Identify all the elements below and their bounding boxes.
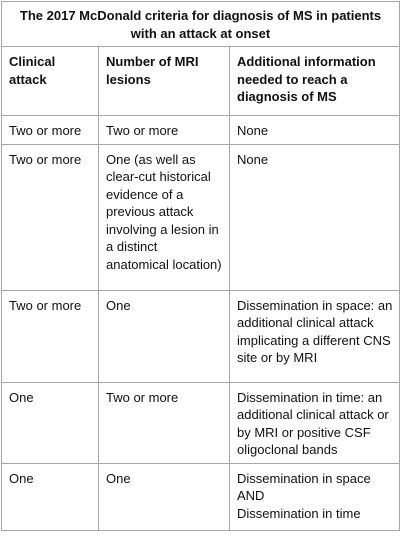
cell-text: Two or more bbox=[106, 123, 179, 138]
cell-line: Dissemination in time bbox=[237, 505, 361, 521]
cell-text: Two or more bbox=[9, 297, 82, 313]
cell-additional-info bbox=[230, 382, 400, 463]
cell-line: None bbox=[237, 123, 269, 138]
cell-line: Dissemination in space AND bbox=[237, 470, 371, 503]
cell-clinical-attack bbox=[2, 144, 99, 290]
cell-mri-lesions bbox=[99, 144, 230, 290]
cell-text bbox=[230, 464, 399, 527]
cell-line: Dissemination in space: an additional clinical attack implicating a different CNS site or by MRI bbox=[237, 297, 393, 365]
header-additional-info bbox=[230, 47, 400, 116]
cell-text: One (as well as clear-cut historical evidence of a previous attack involving a lesion in a distinct anatomical location) bbox=[106, 151, 222, 272]
cell-mri-lesions bbox=[99, 382, 230, 463]
cell-text bbox=[230, 383, 399, 463]
cell-text bbox=[230, 145, 399, 173]
cell-text bbox=[230, 116, 399, 144]
cell-line: None bbox=[237, 151, 269, 167]
table-header-row bbox=[2, 47, 400, 116]
cell-text: One bbox=[9, 470, 34, 486]
table-title: The 2017 McDonald criteria for diagnosis of MS in patients with an attack at onset bbox=[19, 8, 382, 41]
header-label: Number of MRI lesions bbox=[106, 54, 199, 87]
table-row bbox=[2, 290, 400, 382]
cell-text: Two or more bbox=[106, 389, 179, 405]
table-title-cell bbox=[2, 2, 400, 47]
cell-text bbox=[230, 291, 399, 371]
cell-additional-info bbox=[230, 116, 400, 145]
cell-text: One bbox=[106, 470, 131, 486]
cell-additional-info bbox=[230, 144, 400, 290]
cell-clinical-attack bbox=[2, 463, 99, 530]
table-row bbox=[2, 116, 400, 145]
cell-text: Two or more bbox=[9, 123, 82, 138]
table-title-row bbox=[2, 2, 400, 47]
table-row bbox=[2, 144, 400, 290]
cell-clinical-attack bbox=[2, 290, 99, 382]
cell-mri-lesions bbox=[99, 463, 230, 530]
header-label: Clinical attack bbox=[9, 54, 56, 87]
cell-mri-lesions bbox=[99, 116, 230, 145]
cell-line: Dissemination in time: an additional clinical attack or by MRI or positive CSF oligoclonal bands bbox=[237, 389, 389, 457]
cell-text: Two or more bbox=[9, 151, 82, 167]
header-label: Additional information needed to reach a diagnosis of MS bbox=[237, 54, 376, 104]
cell-additional-info bbox=[230, 463, 400, 530]
header-clinical-attack bbox=[2, 47, 99, 116]
cell-additional-info bbox=[230, 290, 400, 382]
table-row bbox=[2, 463, 400, 530]
table-row bbox=[2, 382, 400, 463]
header-mri-lesions bbox=[99, 47, 230, 116]
cell-clinical-attack bbox=[2, 116, 99, 145]
mcdonald-criteria-table bbox=[1, 1, 400, 531]
cell-text: One bbox=[9, 389, 34, 405]
cell-text: One bbox=[106, 297, 131, 313]
cell-mri-lesions bbox=[99, 290, 230, 382]
cell-clinical-attack bbox=[2, 382, 99, 463]
